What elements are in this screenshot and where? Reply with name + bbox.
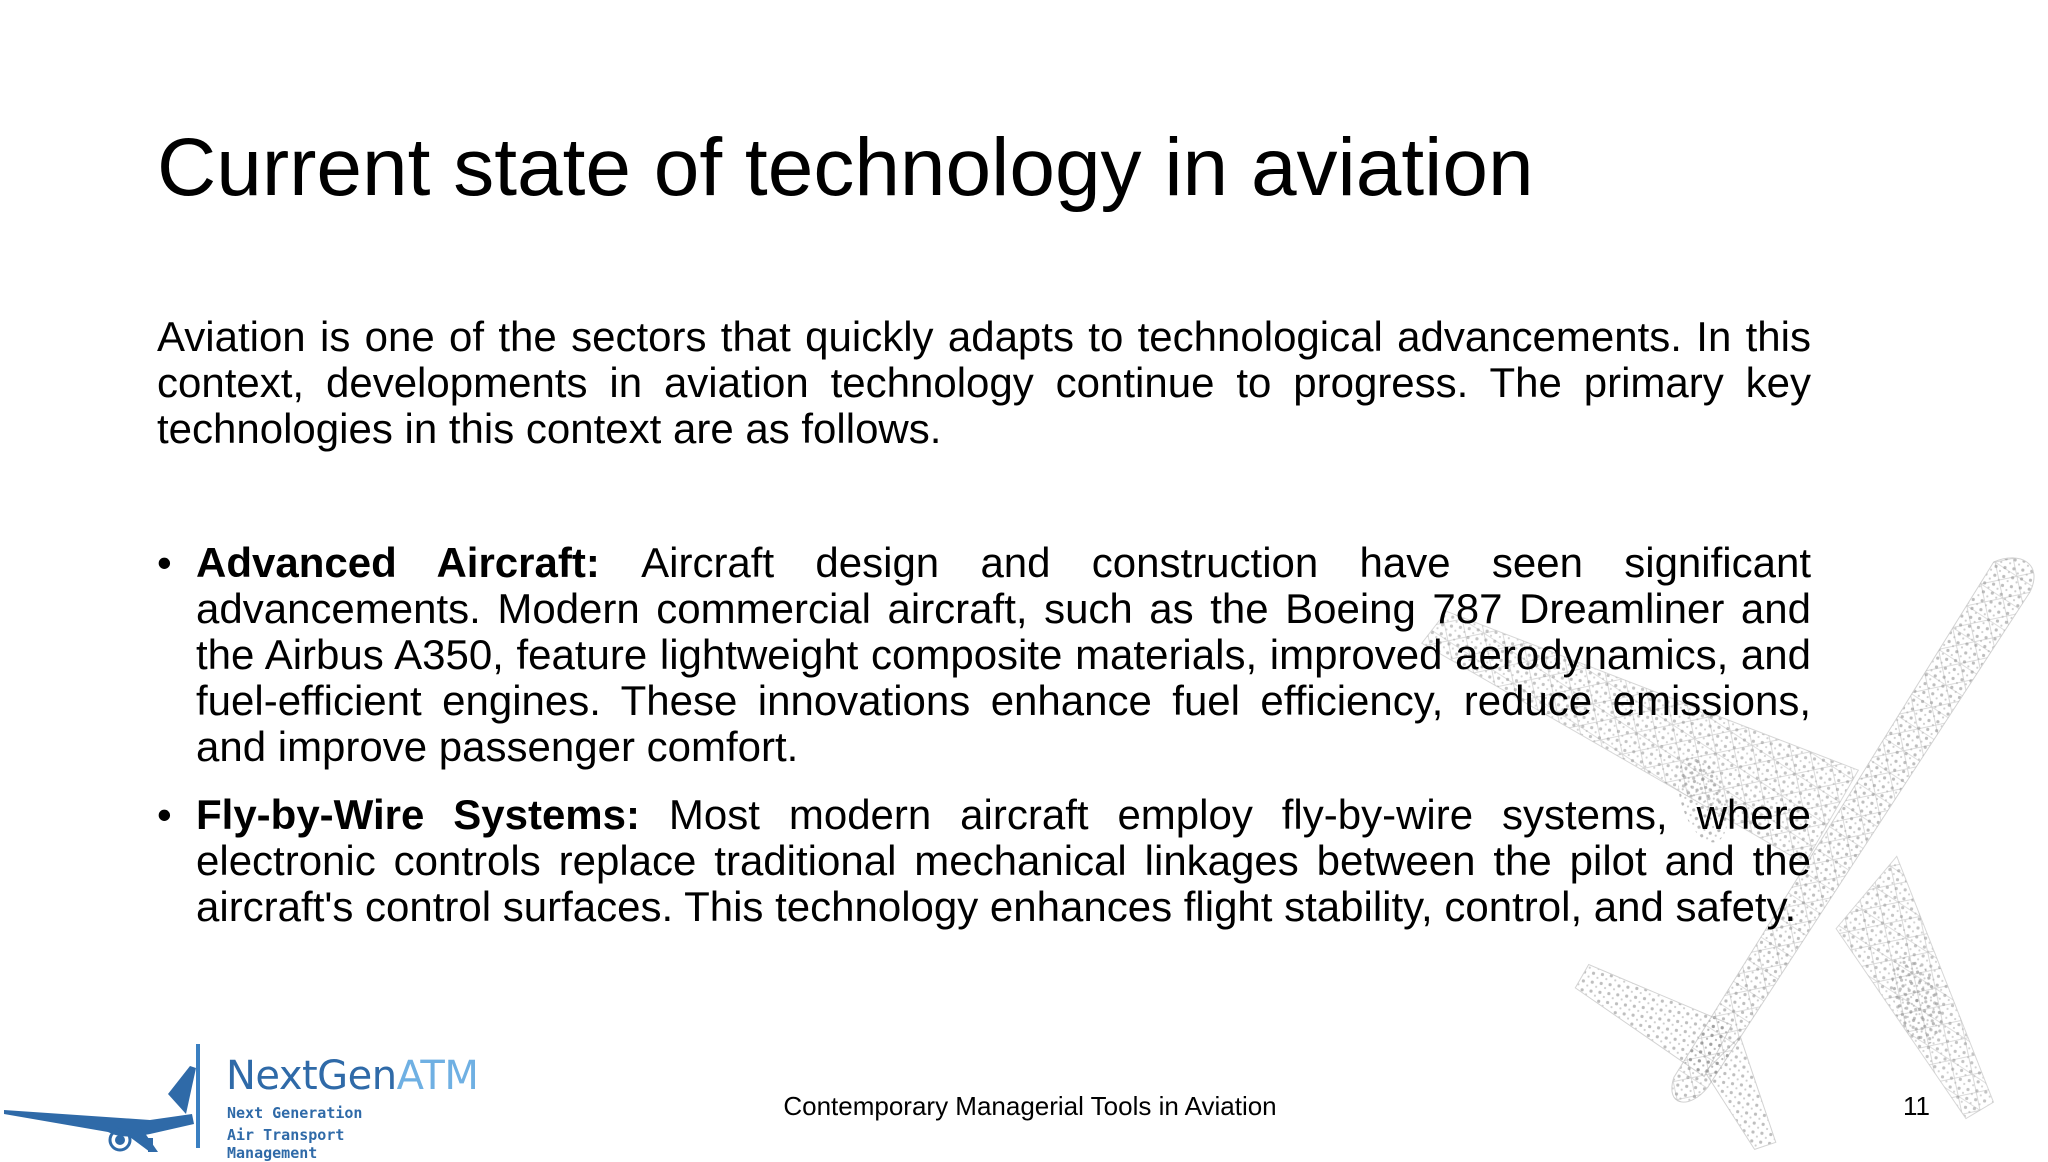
bullet-heading: Fly-by-Wire Systems: — [196, 791, 669, 838]
logo-subtitle-line1: Next Generation — [227, 1104, 363, 1122]
bullet-icon: • — [157, 539, 172, 586]
logo-name-part1: NextGen — [226, 1053, 397, 1099]
bullet-heading: Advanced Aircraft: — [196, 539, 642, 586]
footer-text: Contemporary Managerial Tools in Aviation — [783, 1091, 1277, 1121]
logo-divider — [196, 1044, 200, 1148]
bullet-item-advanced-aircraft — [157, 540, 1811, 770]
airplane-logo-icon — [0, 1040, 200, 1152]
bullet-text: Aircraft design and construction have seen significant advancements. Modern commercial aircraft, such as the Boeing 787 Dreamliner and the Airbus A350, feature lightweight composite materials, improved aerodynamics, and fuel-efficient engines. These innovations enhance fuel efficiency, reduce emissions, and improve passenger comfort. — [196, 539, 1812, 770]
logo-subtitle-line2: Air Transport Management — [227, 1126, 345, 1162]
bullet-icon: • — [157, 791, 172, 838]
logo-name-part2: ATM — [396, 1053, 479, 1099]
slide-title: Current state of technology in aviation — [157, 122, 1534, 213]
bullet-item-fly-by-wire — [157, 792, 1811, 930]
intro-paragraph: Aviation is one of the sectors that quickly adapts to technological advancements. In this context, developments in aviation technology continue to progress. The primary key technologies in this context are as follows. — [157, 313, 1811, 452]
logo-name — [226, 1054, 478, 1098]
bullet-text: Most modern aircraft employ fly-by-wire systems, where electronic controls replace traditional mechanical linkages between the pilot and the aircraft's control surfaces. This technology enhances flight stability, control, and safety. — [196, 791, 1811, 930]
nextgenatm-logo — [0, 1040, 479, 1162]
page-number: 11 — [1903, 1091, 1930, 1121]
bullet-list — [157, 540, 1811, 952]
